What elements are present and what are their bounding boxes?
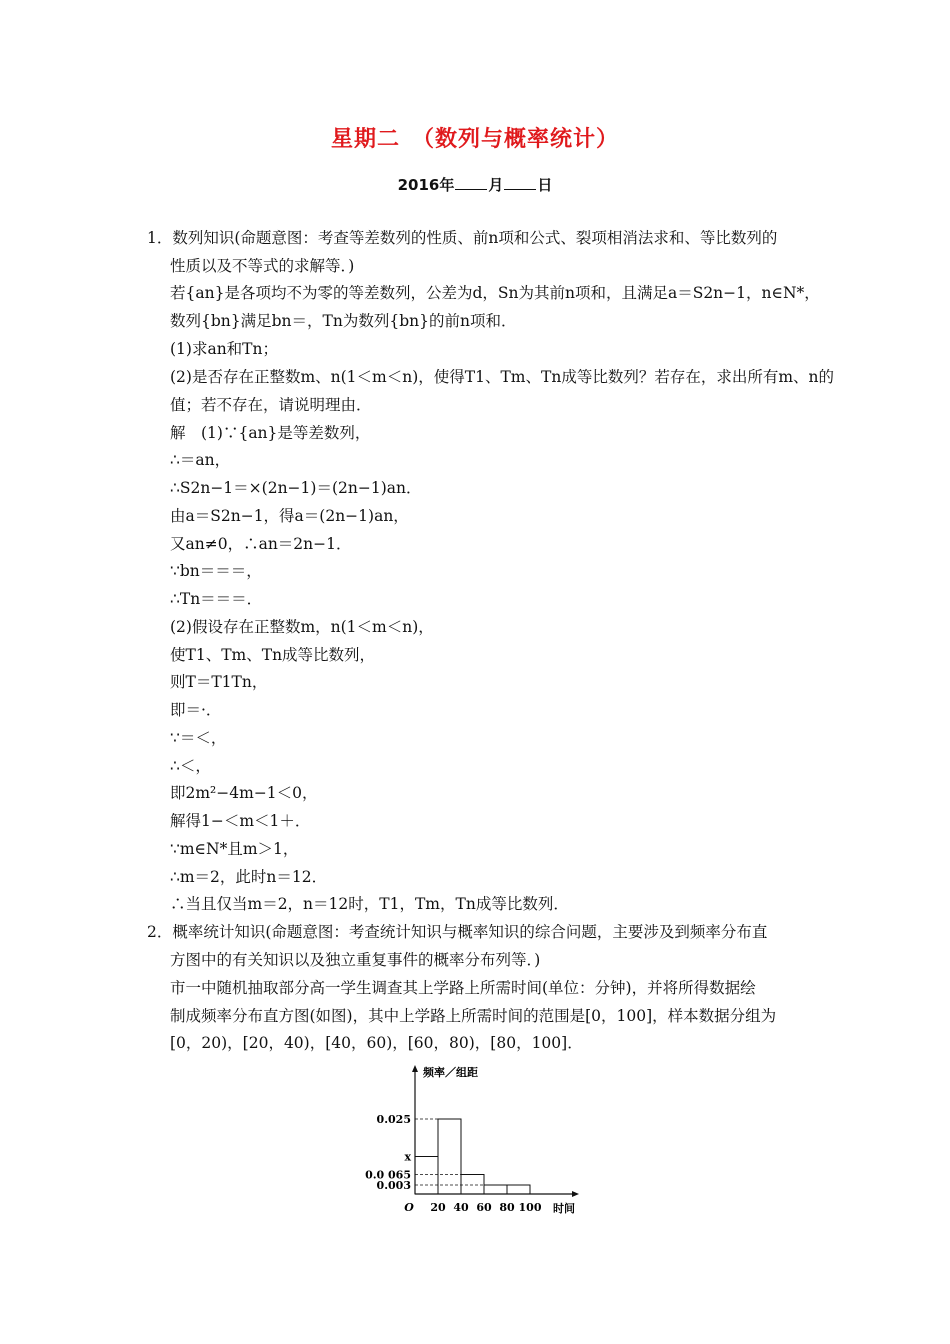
- text-line: ∴Tn＝＝＝．: [170, 590, 263, 608]
- histogram-bar: [507, 1185, 530, 1194]
- text-line: [0，20)，[20，40)，[40，60)，[60，80)，[80，100]．: [170, 1034, 583, 1052]
- text-line: ∴＜，: [170, 757, 211, 775]
- date-day: 日: [537, 176, 553, 194]
- text-line: 则T＝T1Tn，: [170, 673, 268, 691]
- text-line: ∵m∈N*且m＞1，: [170, 840, 299, 858]
- text-line: 若{an}是各项均不为零的等差数列，公差为d，Sn为其前n项和，且满足a＝S2n−1，n∈N*，: [170, 284, 820, 302]
- y-tick-label: x: [404, 1150, 411, 1164]
- text-line: 即2m²−4m−1＜0，: [170, 784, 318, 802]
- histogram-bar: [438, 1119, 461, 1194]
- chart-axes: [412, 1065, 579, 1197]
- y-axis-label: 频率／组距: [423, 1066, 478, 1079]
- x-axis-label: 时间: [553, 1202, 575, 1215]
- text-line: (2)是否存在正整数m、n(1＜m＜n)，使得T1、Tm、Tn成等比数列？若存在，求出所有m、n的: [170, 368, 835, 386]
- histogram-chart: [365, 1062, 592, 1222]
- text-line: 市一中随机抽取部分高一学生调查其上学路上所需时间(单位：分钟)，并将所得数据绘: [170, 979, 756, 997]
- y-tick-label: 0.003: [376, 1179, 411, 1192]
- x-axis-arrow: [572, 1191, 579, 1197]
- text-line: 性质以及不等式的求解等．): [170, 257, 355, 275]
- text-line: 使T1、Tm、Tn成等比数列，: [170, 646, 376, 664]
- origin-label: O: [404, 1201, 414, 1214]
- month-blank: [455, 175, 487, 190]
- text-line: ∵bn＝＝＝，: [170, 562, 262, 580]
- text-line: (1)求an和Tn；: [170, 340, 279, 358]
- text-line: 解 (1)∵{an}是等差数列，: [170, 424, 371, 442]
- y-axis-arrow: [412, 1065, 418, 1072]
- text-line: 又an≠0，∴an＝2n−1．: [170, 535, 352, 553]
- x-tick-label: 60: [476, 1201, 492, 1214]
- chart-bars: [415, 1119, 530, 1194]
- x-tick-label: 20: [430, 1201, 446, 1214]
- text-line: ∴m＝2，此时n＝12．: [170, 868, 328, 886]
- text-line: ∵＝＜，: [170, 729, 227, 747]
- text-line: 即＝·．: [170, 701, 222, 719]
- date-year: 2016年: [397, 176, 455, 194]
- text-line: 1．数列知识(命题意图：考查等差数列的性质、前n项和公式、裂项相消法求和、等比数列的: [147, 229, 778, 247]
- histogram-bar: [415, 1157, 438, 1195]
- x-tick-label: 40: [453, 1201, 469, 1214]
- text-line: 数列{bn}满足bn＝，Tn为数列{bn}的前n项和．: [170, 312, 517, 330]
- text-line: ∴＝an，: [170, 451, 231, 469]
- y-tick-label: 0.0 065: [365, 1168, 411, 1182]
- date-line: [0, 174, 950, 195]
- histogram-bar: [484, 1185, 507, 1194]
- y-tick-label: 0.025: [376, 1113, 411, 1126]
- text-line: 解得1−＜m＜1＋．: [170, 812, 311, 830]
- text-line: ∴S2n−1＝×(2n−1)＝(2n−1)an．: [170, 479, 422, 497]
- text-line: 制成频率分布直方图(如图)，其中上学路上所需时间的范围是[0，100]，样本数据分组为: [170, 1007, 777, 1025]
- x-tick-label: 100: [518, 1201, 542, 1214]
- text-line: 2．概率统计知识(命题意图：考查统计知识与概率知识的综合问题，主要涉及到频率分布直: [147, 923, 768, 941]
- text-line: 值；若不存在，请说明理由．: [170, 396, 372, 414]
- text-line: 方图中的有关知识以及独立重复事件的概率分布列等．): [170, 951, 541, 969]
- text-line: (2)假设存在正整数m，n(1＜m＜n)，: [170, 618, 434, 636]
- chart-labels: [365, 1065, 575, 1215]
- histogram-bar: [461, 1175, 484, 1195]
- x-tick-label: 80: [499, 1201, 515, 1214]
- text-line: 由a＝S2n−1，得a＝(2n−1)an，: [170, 507, 409, 525]
- text-line: ∴当且仅当m＝2，n＝12时，T1，Tm，Tn成等比数列．: [170, 895, 569, 913]
- day-blank: [504, 175, 536, 190]
- date-month: 月: [488, 176, 504, 194]
- page-title: 星期二 （数列与概率统计）: [330, 127, 619, 152]
